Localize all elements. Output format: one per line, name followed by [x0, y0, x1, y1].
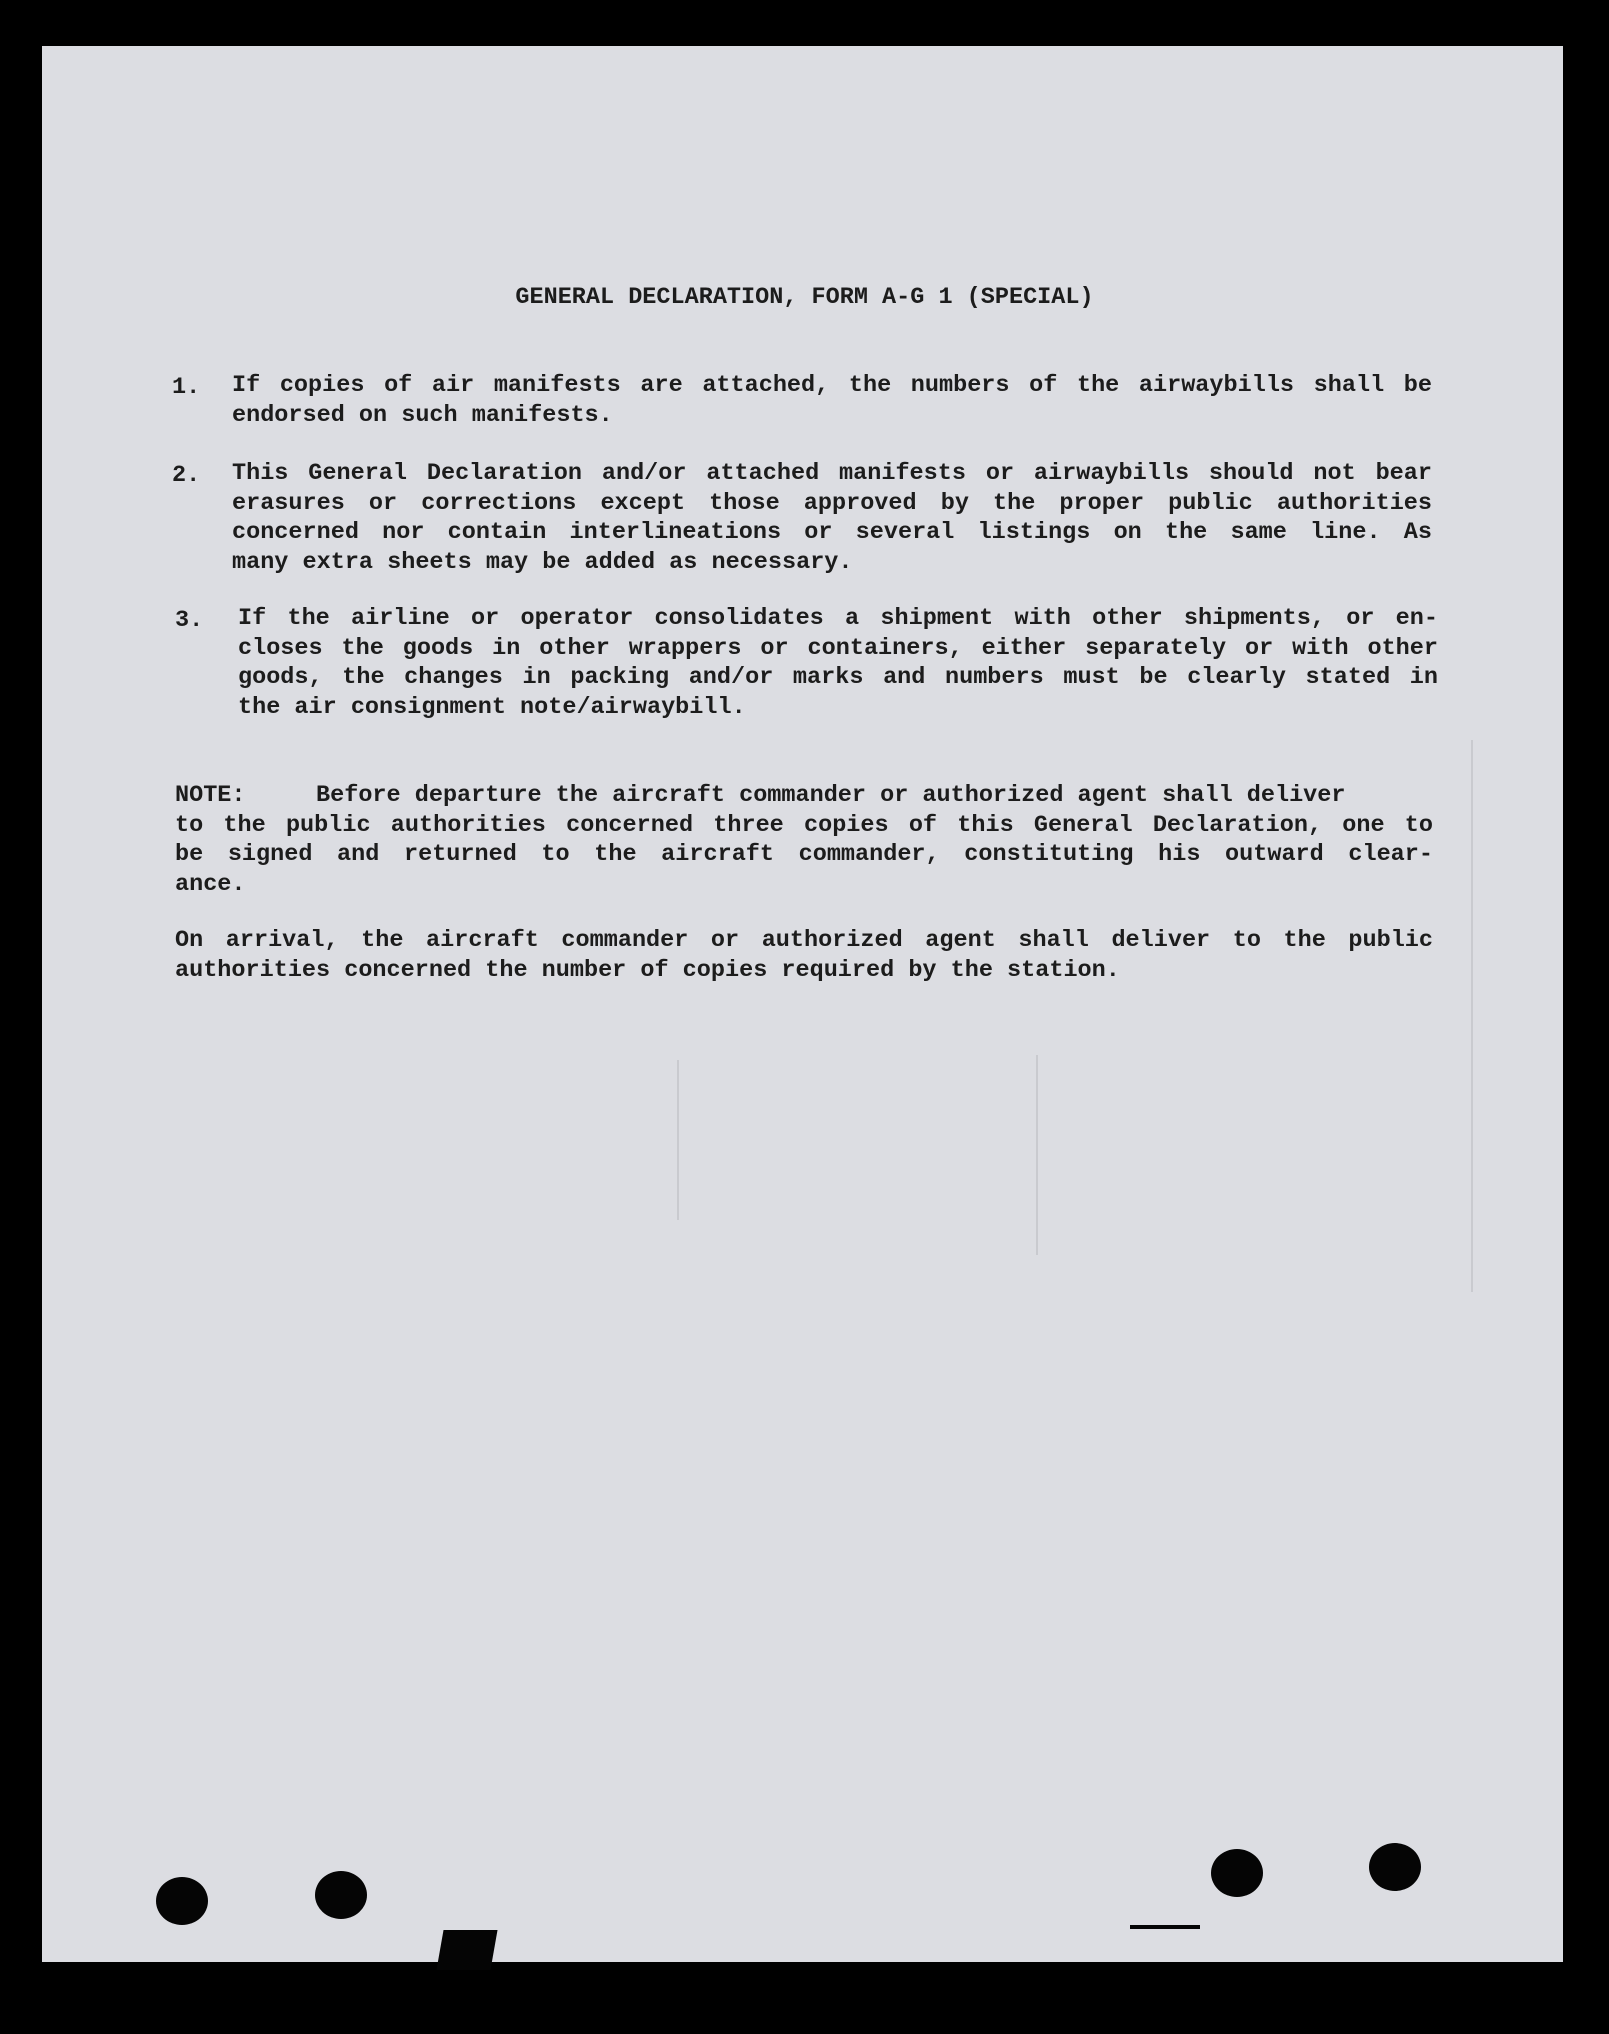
item-number: 3. [175, 607, 204, 634]
text-line: many extra sheets may be added as necessary. [232, 548, 853, 576]
show-through-line [1471, 740, 1473, 1292]
arrival-paragraph [175, 926, 1433, 985]
text-line: If copies of air manifests are attached, the numbers of the airwaybills shall be [232, 372, 1432, 399]
text-line: authorities concerned the number of copies required by the station. [175, 956, 1120, 984]
binding-tab [436, 1930, 497, 1970]
text-line: If the airline or operator consolidates a shipment with other shipments, or en- [238, 605, 1438, 632]
text-line: the air consignment note/airwaybill. [238, 693, 746, 721]
text-line: This General Declaration and/or attached manifests or airwaybills should not bear [232, 460, 1432, 487]
item-text [238, 604, 1438, 722]
punch-hole [1211, 1849, 1263, 1897]
text-line: closes the goods in other wrappers or containers, either separately or with other [238, 634, 1438, 662]
show-through-line [677, 1060, 679, 1220]
show-through-line [1036, 1055, 1038, 1255]
text-line: ance. [175, 870, 246, 898]
text-line: goods, the changes in packing and/or marks and numbers must be clearly stated in [238, 664, 1438, 691]
paper-sheet [42, 46, 1563, 1962]
punch-hole [156, 1877, 208, 1925]
text-line: endorsed on such manifests. [232, 401, 613, 429]
binding-tab [1130, 1925, 1200, 1929]
item-text [232, 459, 1432, 577]
text-line: to the public authorities concerned three copies of this General Declaration, one to [175, 811, 1433, 839]
note-paragraph [175, 781, 1433, 899]
item-number: 1. [172, 374, 201, 401]
text-line: concerned nor contain interlineations or several listings on the same line. As [232, 519, 1432, 546]
punch-hole [315, 1871, 367, 1919]
punch-hole [1369, 1843, 1421, 1891]
text-line: be signed and returned to the aircraft commander, constituting his outward clear- [175, 841, 1433, 868]
text-line: erasures or corrections except those approved by the proper public authorities [232, 489, 1432, 517]
text-line: NOTE: Before departure the aircraft commander or authorized agent shall deliver [175, 782, 1346, 809]
item-number: 2. [172, 462, 201, 489]
text-line: On arrival, the aircraft commander or authorized agent shall deliver to the public [175, 927, 1433, 954]
item-text [232, 371, 1432, 430]
document-title: GENERAL DECLARATION, FORM A-G 1 (SPECIAL) [515, 284, 1094, 311]
